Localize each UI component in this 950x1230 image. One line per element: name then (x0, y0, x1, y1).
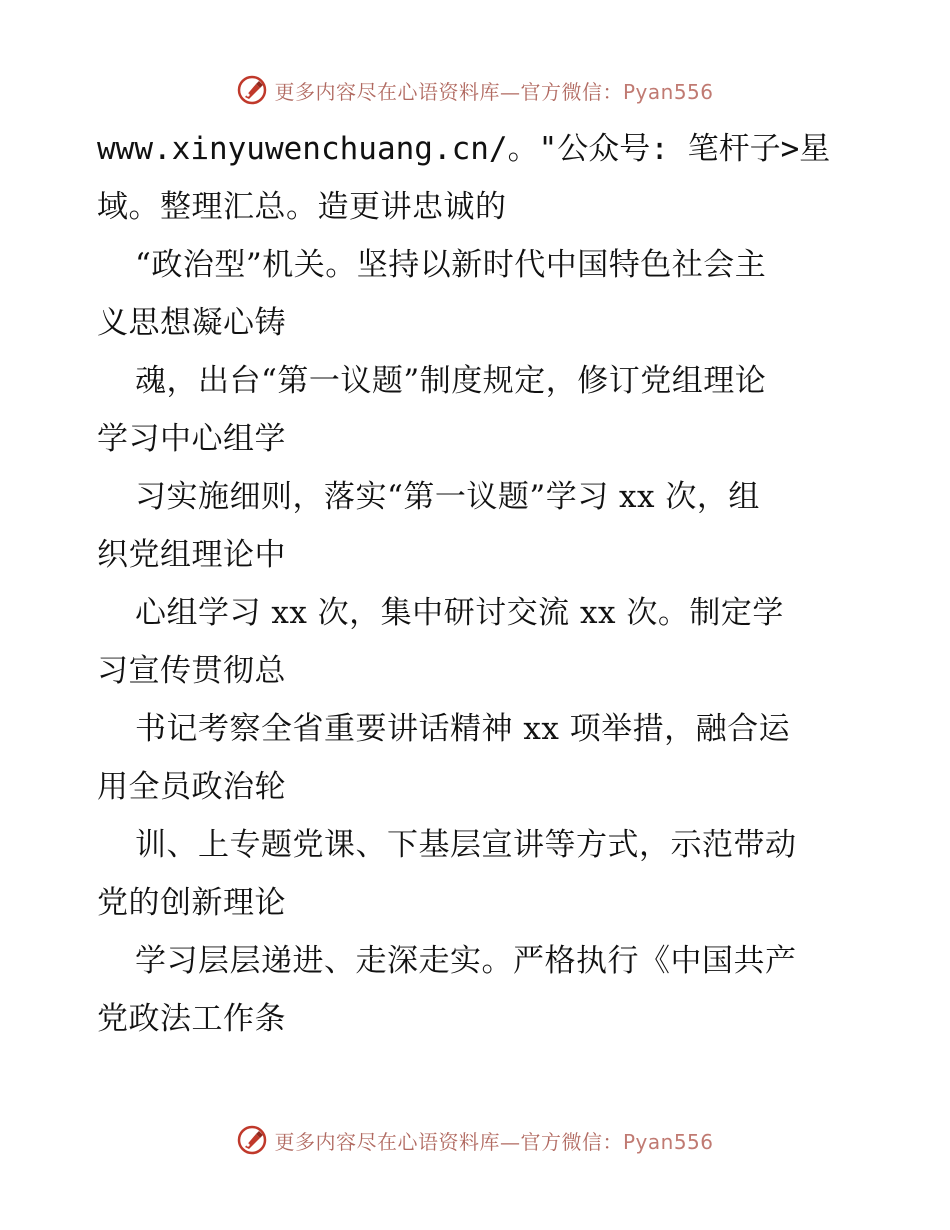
body-line: 用全员政治轮 (97, 769, 286, 805)
body-line: www.xinyuwenchuang.cn/。"公众号: 笔杆子>星 (97, 131, 831, 167)
pen-nib-logo-icon (236, 1124, 268, 1156)
body-line: 党的创新理论 (97, 885, 286, 921)
banner-brand: 更多内容尽在心语资料库 (274, 1129, 500, 1154)
footer-banner (0, 1120, 950, 1160)
banner-contact: 官方微信： (520, 79, 623, 104)
body-line: 习宣传贯彻总 (97, 653, 286, 689)
banner-wechat-id: Pyan556 (622, 79, 714, 104)
pen-nib-logo-icon (236, 74, 268, 106)
body-line: 学习层层递进、走深走实。严格执行《中国共产 (135, 943, 797, 979)
body-line: 党政法工作条 (97, 1001, 286, 1037)
banner-contact: 官方微信： (520, 1129, 623, 1154)
body-line: 义思想凝心铸 (97, 305, 286, 341)
banner-text (274, 1126, 713, 1155)
body-line: 魂，出台“第一议题”制度规定，修订党组理论 (135, 363, 767, 399)
body-line: 心组学习 xx 次，集中研讨交流 xx 次。制定学 (135, 595, 784, 631)
body-line: 学习中心组学 (97, 421, 286, 457)
body-line: 书记考察全省重要讲话精神 xx 项举措，融合运 (135, 711, 791, 747)
body-line: “政治型”机关。坚持以新时代中国特色社会主 (135, 247, 767, 283)
banner-text (274, 76, 713, 105)
body-line: 域。整理汇总。造更讲忠诚的 (97, 189, 507, 225)
body-line: 习实施细则，落实“第一议题”学习 xx 次，组 (135, 479, 760, 515)
banner-brand: 更多内容尽在心语资料库 (274, 79, 500, 104)
body-line: 织党组理论中 (97, 537, 286, 573)
document-body (97, 120, 857, 1048)
banner-separator: — (499, 79, 521, 104)
body-line: 训、上专题党课、下基层宣讲等方式，示范带动 (135, 827, 797, 863)
header-banner (0, 70, 950, 110)
banner-wechat-id: Pyan556 (622, 1129, 714, 1154)
banner-separator: — (499, 1129, 521, 1154)
